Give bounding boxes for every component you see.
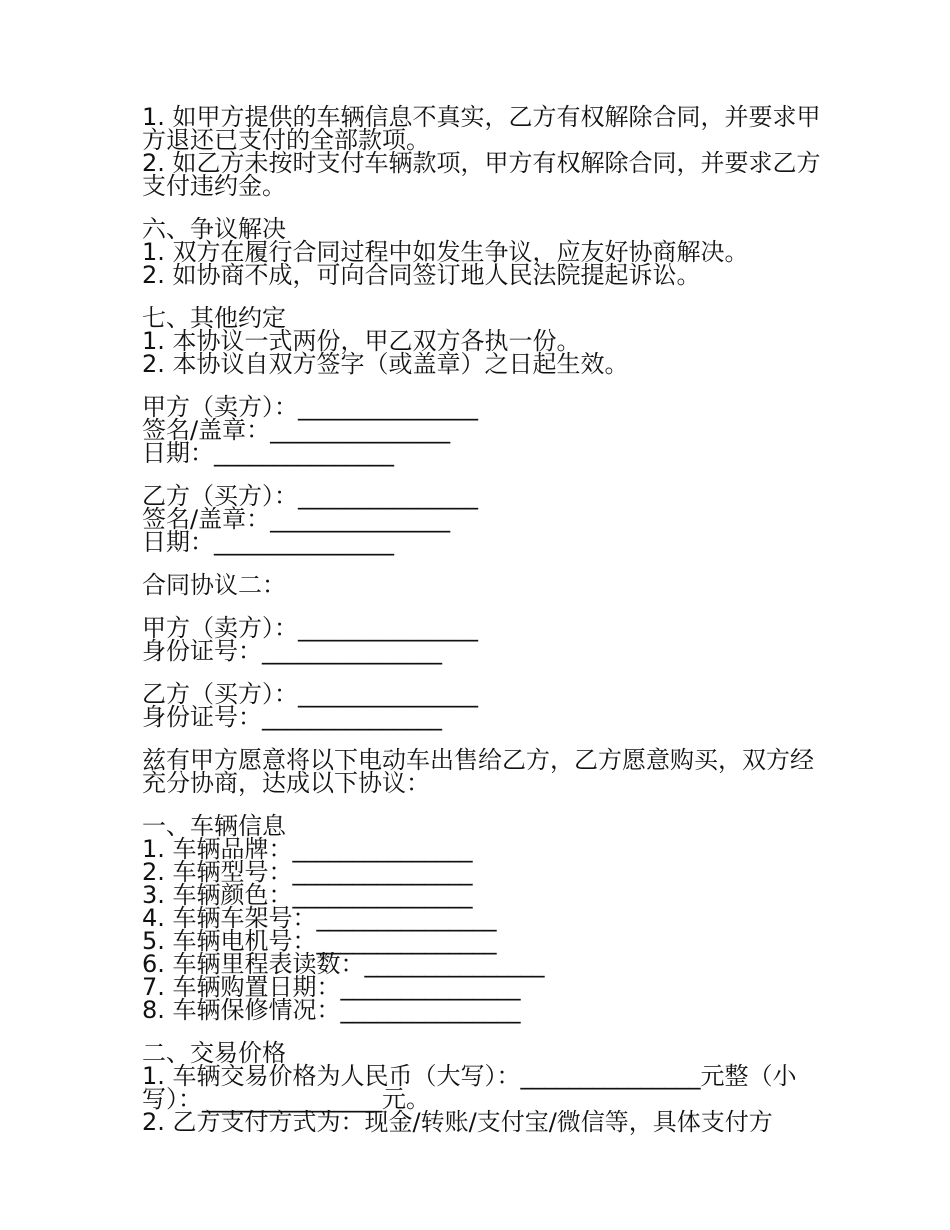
text-line: 1. 车辆交易价格为人民币（大写）：_______________元整（小写）：_______________元。 [142, 1062, 797, 1113]
party-line: 甲方（卖方）：_______________ [142, 614, 478, 642]
text-line: 2. 如乙方未按时支付车辆款项，甲方有权解除合同，并要求乙方支付违约金。 [142, 149, 821, 200]
contract-two-title-block [142, 571, 822, 599]
signature-line: 签名/盖章：_______________ [142, 416, 451, 444]
text-line: 1. 如甲方提供的车辆信息不真实，乙方有权解除合同，并要求甲方退还已支付的全部款项。 [142, 103, 821, 154]
text-line: 2. 乙方支付方式为：现金/转账/支付宝/微信等，具体支付方 [142, 1108, 773, 1136]
text-line: 1. 本协议一式两份，甲乙双方各执一份。 [142, 327, 581, 355]
preamble [142, 746, 822, 797]
breach-clauses [142, 103, 822, 200]
section-other-terms [142, 304, 822, 378]
section-vehicle-info [142, 812, 822, 1024]
signature-line: 签名/盖章：_______________ [142, 505, 451, 533]
field-line: 4. 车辆车架号：_______________ [142, 904, 497, 932]
section-heading: 七、其他约定 [142, 304, 286, 332]
buyer-id-block [142, 680, 822, 731]
signature-line: 日期：_______________ [142, 439, 394, 467]
signature-line: 甲方（卖方）：_______________ [142, 393, 478, 421]
text-line: 2. 本协议自双方签字（或盖章）之日起生效。 [142, 350, 629, 378]
text-line: 兹有甲方愿意将以下电动车出售给乙方，乙方愿意购买，双方经充分协商，达成以下协议： [142, 746, 814, 797]
field-line: 5. 车辆电机号：_______________ [142, 927, 497, 955]
text-line: 1. 双方在履行合同过程中如发生争议，应友好协商解决。 [142, 238, 749, 266]
signature-line: 乙方（买方）：_______________ [142, 482, 478, 510]
field-line: 6. 车辆里程表读数：_______________ [142, 950, 545, 978]
document-page [142, 103, 822, 1154]
section-heading: 六、争议解决 [142, 215, 286, 243]
section-heading: 一、车辆信息 [142, 812, 286, 840]
field-line: 1. 车辆品牌：_______________ [142, 835, 473, 863]
field-line: 2. 车辆型号：_______________ [142, 858, 473, 886]
signature-line: 日期：_______________ [142, 528, 394, 556]
section-heading: 二、交易价格 [142, 1039, 286, 1067]
field-line: 8. 车辆保修情况：_______________ [142, 996, 521, 1024]
section-transaction-price [142, 1039, 822, 1136]
contract-title: 合同协议二： [142, 571, 286, 599]
party-line: 乙方（买方）：_______________ [142, 680, 478, 708]
buyer-signature-block [142, 482, 822, 556]
section-dispute-resolution [142, 215, 822, 289]
party-line: 身份证号：_______________ [142, 703, 442, 731]
text-line: 2. 如协商不成，可向合同签订地人民法院提起诉讼。 [142, 261, 701, 289]
field-line: 3. 车辆颜色：_______________ [142, 881, 473, 909]
party-line: 身份证号：_______________ [142, 637, 442, 665]
field-line: 7. 车辆购置日期：_______________ [142, 973, 521, 1001]
seller-id-block [142, 614, 822, 665]
seller-signature-block [142, 393, 822, 467]
